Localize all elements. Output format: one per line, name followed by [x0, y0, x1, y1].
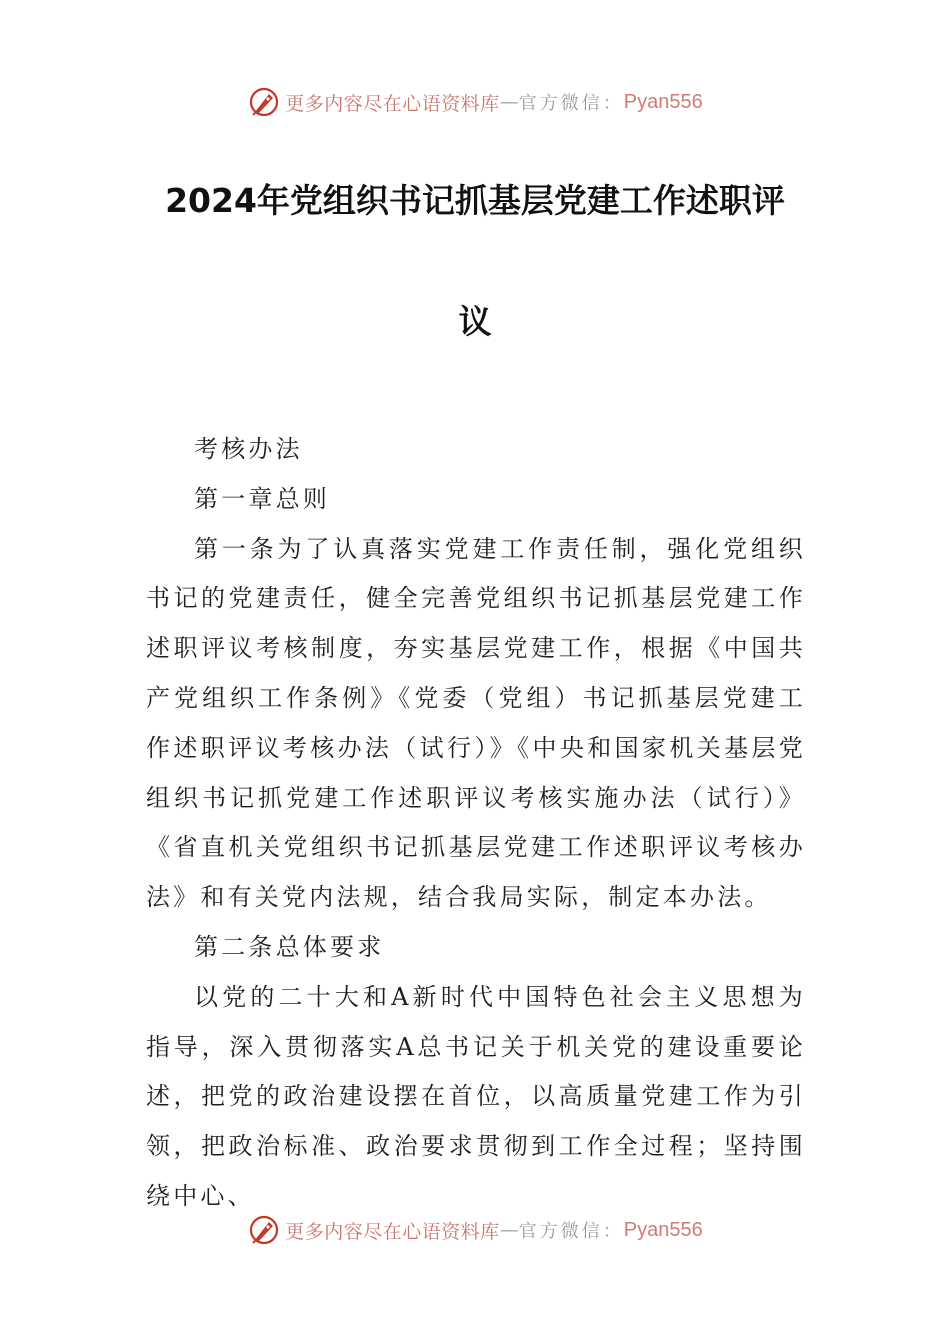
section-heading: 考核办法 — [194, 435, 303, 463]
article-heading: 第二条总体要求 — [194, 932, 385, 961]
article-paragraph: 第一条为了认真落实党建工作责任制，强化党组织书记的党建责任，健全完善党组织书记抓基层党建工作述职评议考核制度，夯实基层党建工作，根据《中国共产党组织工作条例》《党委（党组）书记抓基层党建工作述职评议考核办法（试行）》《中央和国家机关基层党组织书记抓党建工作述职评议考核实施办法（试行）》《省直机关党组织书记抓基层党建工作述职评议考核办法》和有关党内法规，结合我局实际，制定本办法。 — [146, 534, 806, 912]
document-body — [146, 425, 806, 1222]
banner-separator: — — [499, 1219, 519, 1241]
banner-text: 更多内容尽在心语资料库 — [285, 1220, 500, 1243]
wechat-label: 官方微信： — [518, 93, 624, 114]
document-title-line-1: 2024年党组织书记抓基层党建工作述职评 — [165, 181, 785, 220]
wechat-id: Pyan556 — [623, 90, 703, 113]
pen-nib-logo-icon — [247, 85, 281, 119]
wechat-id: Pyan556 — [623, 1218, 703, 1241]
watermark-banner-bottom — [0, 1210, 950, 1250]
watermark-banner-top — [0, 82, 950, 122]
wechat-label: 官方微信： — [518, 1221, 624, 1242]
banner-separator: — — [499, 91, 519, 113]
banner-text: 更多内容尽在心语资料库 — [285, 92, 500, 115]
pen-nib-logo-icon — [247, 1213, 281, 1247]
article-paragraph: 以党的二十大和A新时代中国特色社会主义思想为指导，深入贯彻落实A总书记关于机关党的建设重要论述，把党的政治建设摆在首位，以高质量党建工作为引领，把政治标准、政治要求贯彻到工作全过程；坚持围绕中心、 — [146, 982, 806, 1210]
chapter-heading: 第一章总则 — [194, 484, 330, 513]
document-title-line-2: 议 — [458, 302, 492, 341]
